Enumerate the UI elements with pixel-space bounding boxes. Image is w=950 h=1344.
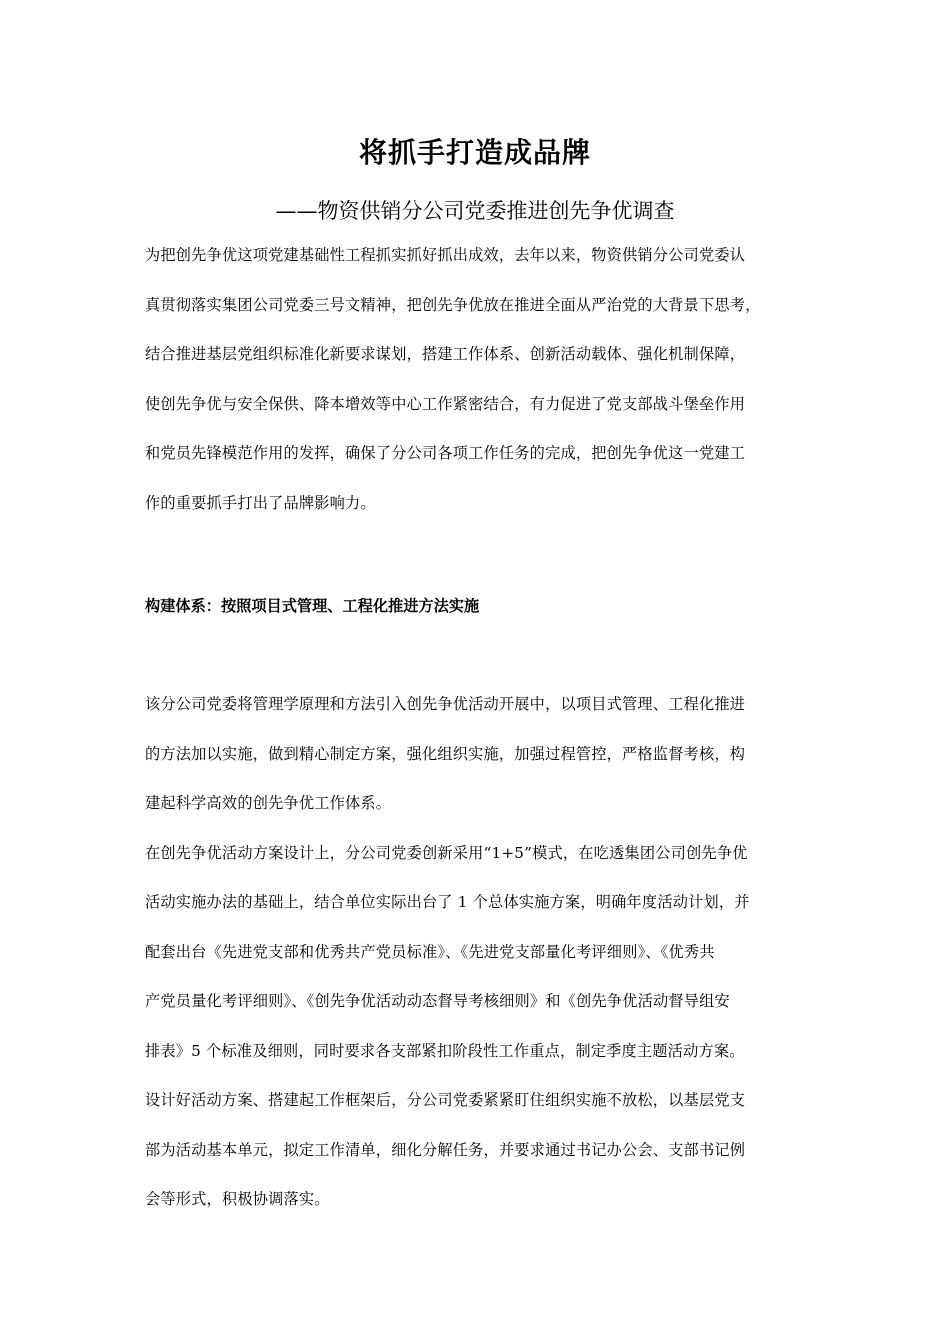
paragraph-line: 建起科学高效的创先争优工作体系。 [145,794,392,812]
paragraph-line: 使创先争优与安全保供、降本增效等中心工作紧密结合，有力促进了党支部战斗堡垒作用 [145,394,746,413]
intro-paragraph [145,231,815,528]
section-heading: 构建体系：按照项目式管理、工程化推进方法实施 [145,597,480,615]
paragraph-line: 在创先争优活动方案设计上，分公司党委创新采用“1+5”模式，在吃透集团公司创先争优 [145,843,748,862]
paragraph-line: 为把创先争优这项党建基础性工程抓实抓好抓出成效，去年以来，物资供销分公司党委认 [145,246,746,264]
paragraph-line: 作的重要抓手打出了品牌影响力。 [145,493,376,512]
paragraph-line: 的方法加以实施，做到精心制定方案，强化组织实施，加强过程管控，严格监督考核，构 [145,744,746,763]
paragraph-line: 排表》5 个标准及细则，同时要求各支部紧扣阶段性工作重点，制定季度主题活动方案。 [145,1041,745,1060]
paragraph-line: 配套出台《先进党支部和优秀共产党员标准》、《先进党支部量化考评细则》、《优秀共 [145,942,715,961]
paragraph-line: 真贯彻落实集团公司党委三号文精神，把创先争优放在推进全面从严治党的大背景下思考， [145,295,761,314]
paragraph-line: 产党员量化考评细则》、《创先争优活动动态督导考核细则》和《创先争优活动督导组安 [145,992,730,1010]
paragraph-line: 和党员先锋模范作用的发挥，确保了分公司各项工作任务的完成，把创先争优这一党建工 [145,444,746,462]
paragraph-line: 结合推进基层党组织标准化新要求谋划，搭建工作体系、创新活动载体、强化机制保障， [145,345,746,363]
paragraph-line: 该分公司党委将管理学原理和方法引入创先争优活动开展中，以项目式管理、工程化推进 [145,695,746,713]
body-paragraph [145,680,815,1225]
paragraph-line: 设计好活动方案、搭建起工作框架后，分公司党委紧紧盯住组织实施不放松，以基层党支 [145,1091,746,1109]
document-subtitle: ——物资供销分公司党委推进创先争优调查 [275,199,675,223]
document-title: 将抓手打造成品牌 [358,136,591,169]
paragraph-line: 活动实施办法的基础上，结合单位实际出台了 1 个总体实施方案，明确年度活动计划，并 [145,893,750,911]
paragraph-line: 会等形式，积极协调落实。 [145,1190,330,1208]
paragraph-line: 部为活动基本单元，拟定工作清单，细化分解任务，并要求通过书记办公会、支部书记例 [145,1140,746,1159]
